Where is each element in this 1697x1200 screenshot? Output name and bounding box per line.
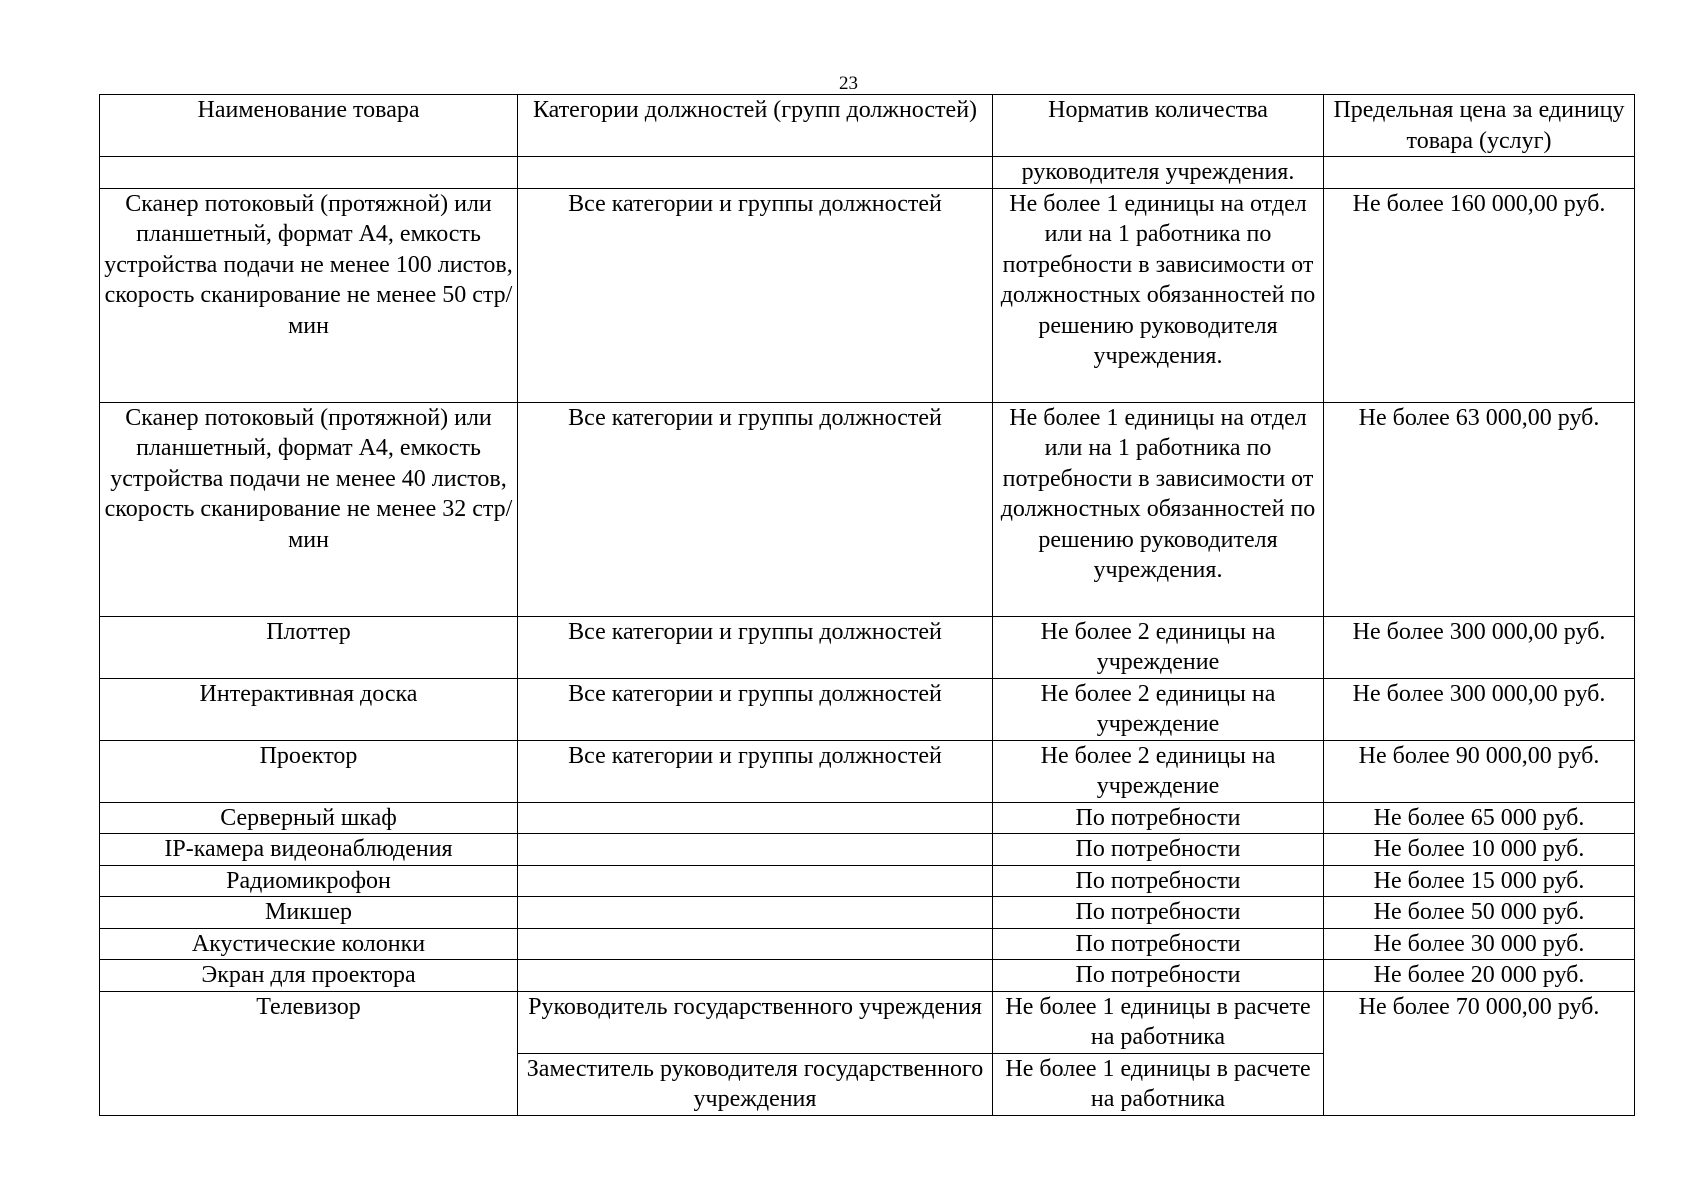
cell-price: Не более 65 000 руб. xyxy=(1324,802,1635,834)
header-norm: Норматив количества xyxy=(993,95,1324,157)
cell-category xyxy=(518,865,993,897)
table-row xyxy=(100,865,1635,897)
header-category: Категории должностей (групп должностей) xyxy=(518,95,993,157)
cell-norm: Не более 1 единицы в расчете на работника xyxy=(993,1053,1324,1115)
cell-category xyxy=(518,802,993,834)
table-row xyxy=(100,678,1635,740)
cell-name xyxy=(100,157,518,189)
cell-category: Все категории и группы должностей xyxy=(518,678,993,740)
cell-price: Не более 20 000 руб. xyxy=(1324,960,1635,992)
cell-category: Все категории и группы должностей xyxy=(518,740,993,802)
cell-price: Не более 70 000,00 руб. xyxy=(1324,991,1635,1115)
cell-norm: Не более 1 единицы на отдел или на 1 работника по потребности в зависимости от должностных обязанностей по решению руководителя учреждения. xyxy=(993,188,1324,402)
cell-price: Не более 90 000,00 руб. xyxy=(1324,740,1635,802)
cell-price: Не более 10 000 руб. xyxy=(1324,834,1635,866)
table-row xyxy=(100,188,1635,402)
table-row xyxy=(100,897,1635,929)
cell-category: Заместитель руководителя государственного учреждения xyxy=(518,1053,993,1115)
cell-name: Плоттер xyxy=(100,616,518,678)
cell-name: Сканер потоковый (протяжной) или планшетный, формат А4, емкость устройства подачи не менее 100 листов, скорость сканирование не менее 50 стр/мин xyxy=(100,188,518,402)
cell-category xyxy=(518,157,993,189)
cell-price: Не более 300 000,00 руб. xyxy=(1324,616,1635,678)
cell-price: Не более 15 000 руб. xyxy=(1324,865,1635,897)
table-row xyxy=(100,834,1635,866)
cell-category: Руководитель государственного учреждения xyxy=(518,991,993,1053)
table-row xyxy=(100,928,1635,960)
cell-category: Все категории и группы должностей xyxy=(518,616,993,678)
cell-name: Телевизор xyxy=(100,991,518,1115)
cell-name: Проектор xyxy=(100,740,518,802)
cell-price: Не более 50 000 руб. xyxy=(1324,897,1635,929)
cell-name: Серверный шкаф xyxy=(100,802,518,834)
cell-price: Не более 63 000,00 руб. xyxy=(1324,402,1635,616)
cell-name: Сканер потоковый (протяжной) или планшетный, формат А4, емкость устройства подачи не менее 40 листов, скорость сканирование не менее 32 стр/мин xyxy=(100,402,518,616)
cell-category xyxy=(518,897,993,929)
cell-category: Все категории и группы должностей xyxy=(518,402,993,616)
cell-norm: По потребности xyxy=(993,928,1324,960)
cell-norm: Не более 2 единицы на учреждение xyxy=(993,678,1324,740)
cell-price: Не более 300 000,00 руб. xyxy=(1324,678,1635,740)
cell-name: Экран для проектора xyxy=(100,960,518,992)
cell-norm: Не более 2 единицы на учреждение xyxy=(993,740,1324,802)
cell-price: Не более 30 000 руб. xyxy=(1324,928,1635,960)
cell-category xyxy=(518,960,993,992)
header-name: Наименование товара xyxy=(100,95,518,157)
cell-name: Микшер xyxy=(100,897,518,929)
cell-category xyxy=(518,834,993,866)
cell-name: Интерактивная доска xyxy=(100,678,518,740)
cell-name: IP-камера видеонаблюдения xyxy=(100,834,518,866)
table-row xyxy=(100,402,1635,616)
page-number: 23 xyxy=(839,73,858,94)
cell-category: Все категории и группы должностей xyxy=(518,188,993,402)
cell-norm: Не более 1 единицы в расчете на работника xyxy=(993,991,1324,1053)
cell-name: Радиомикрофон xyxy=(100,865,518,897)
cell-category xyxy=(518,928,993,960)
cell-norm: По потребности xyxy=(993,802,1324,834)
cell-norm: руководителя учреждения. xyxy=(993,157,1324,189)
cell-norm: По потребности xyxy=(993,897,1324,929)
table-row xyxy=(100,157,1635,189)
header-price: Предельная цена за единицу товара (услуг) xyxy=(1324,95,1635,157)
norms-table xyxy=(99,94,1635,1116)
table-row xyxy=(100,740,1635,802)
table-row xyxy=(100,960,1635,992)
cell-norm: По потребности xyxy=(993,834,1324,866)
cell-norm: По потребности xyxy=(993,960,1324,992)
table-row xyxy=(100,802,1635,834)
table-row xyxy=(100,616,1635,678)
cell-price: Не более 160 000,00 руб. xyxy=(1324,188,1635,402)
table-row xyxy=(100,991,1635,1053)
cell-name: Акустические колонки xyxy=(100,928,518,960)
cell-norm: По потребности xyxy=(993,865,1324,897)
header-row xyxy=(100,95,1635,157)
cell-norm: Не более 1 единицы на отдел или на 1 работника по потребности в зависимости от должностных обязанностей по решению руководителя учреждения. xyxy=(993,402,1324,616)
cell-norm: Не более 2 единицы на учреждение xyxy=(993,616,1324,678)
cell-price xyxy=(1324,157,1635,189)
